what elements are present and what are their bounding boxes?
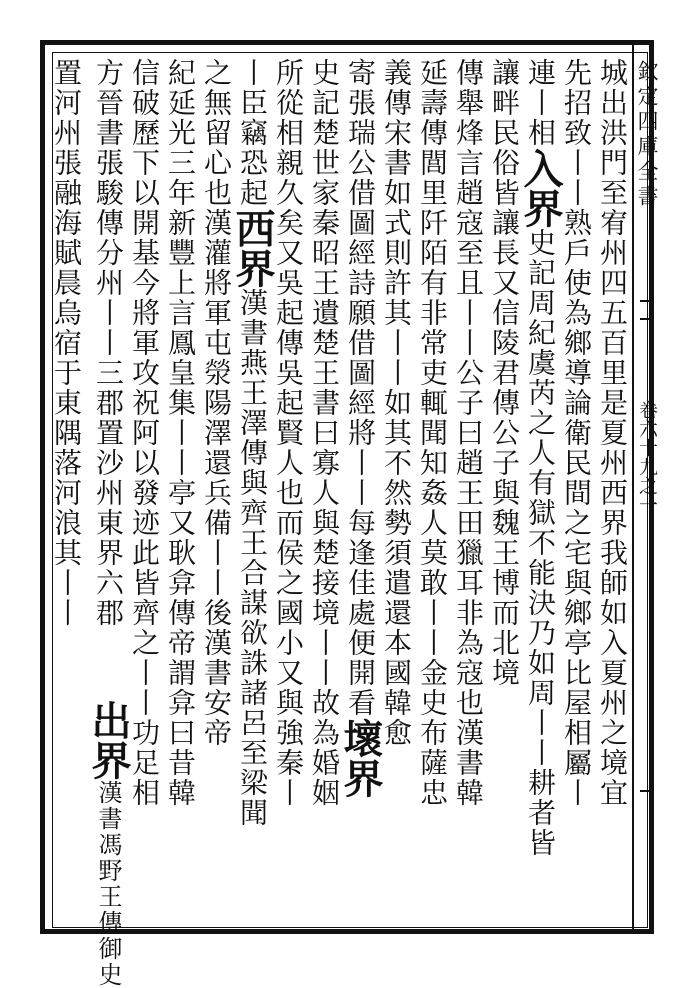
text-column: 連丨相入界史記周紀虞芮之人有獄不能決乃如周丨丨耕者皆 — [517, 58, 564, 858]
text-column: 傳舉烽言趙寇至且丨丨公子曰趙王田獵耳非為寇也漢書韓 — [452, 58, 485, 808]
text-column: 出界漢書馮野王傳御史 — [85, 700, 132, 988]
text-column: 寄張瑞公借圖經詩願借圖經將丨丨每逢佳處便開看壞界 — [337, 58, 384, 798]
text-column: 之無留心也漢灌將軍屯滎陽澤還兵備丨丨後漢書安帝 — [200, 58, 233, 748]
text-column: 先招致丨丨熟戶使為鄉導論衛民間之宅與鄉亭比屋相屬丨 — [560, 58, 593, 808]
text-column: 置河州張融海賦晨烏宿于東隅落河浪其丨丨 — [50, 58, 83, 628]
text-column: 史記楚世家秦昭王遺楚王書曰寡人與楚接境丨丨故為婚姻 — [308, 58, 341, 808]
text-column: 延壽傳閭里阡陌有非常吏輒聞知姦人莫敢丨丨金史布薩忠 — [416, 58, 449, 808]
text-column: 方晉書張駿傳分州丨丨三郡置沙州東界六郡 — [92, 58, 125, 628]
text-column: 紀延光三年新豐上言鳳皇集丨丨亭又耿弇傳帝謂弇曰昔韓 — [164, 58, 197, 808]
volume-label: 卷六十九之一 — [636, 400, 658, 514]
text-column: 義傳宋書如式則許其丨丨如其不然勢須遣還本國韓愈 — [380, 58, 413, 748]
fishtail-mark-lower — [640, 790, 650, 796]
text-column: 城出洪門至宥州四五百里是夏州西界我師如入夏州之境宜 — [596, 58, 629, 808]
text-column: 所從相親久矣又吳起傳吳起賢人也而侯之國小又與強秦丨 — [272, 58, 305, 808]
book-title: 欽定四庫全書 — [635, 60, 659, 210]
text-column: 信破歷下以開基今將軍攻祝阿以發迹此皆齊之丨丨功足相 — [128, 58, 161, 808]
text-column: 丨臣竊恐起西界漢書燕王澤傳與齊王合謀欲誅諸呂至梁聞 — [229, 58, 276, 828]
text-column: 讓畔民俗皆讓長又信陵君傳公子與魏王博而北境 — [488, 58, 521, 688]
